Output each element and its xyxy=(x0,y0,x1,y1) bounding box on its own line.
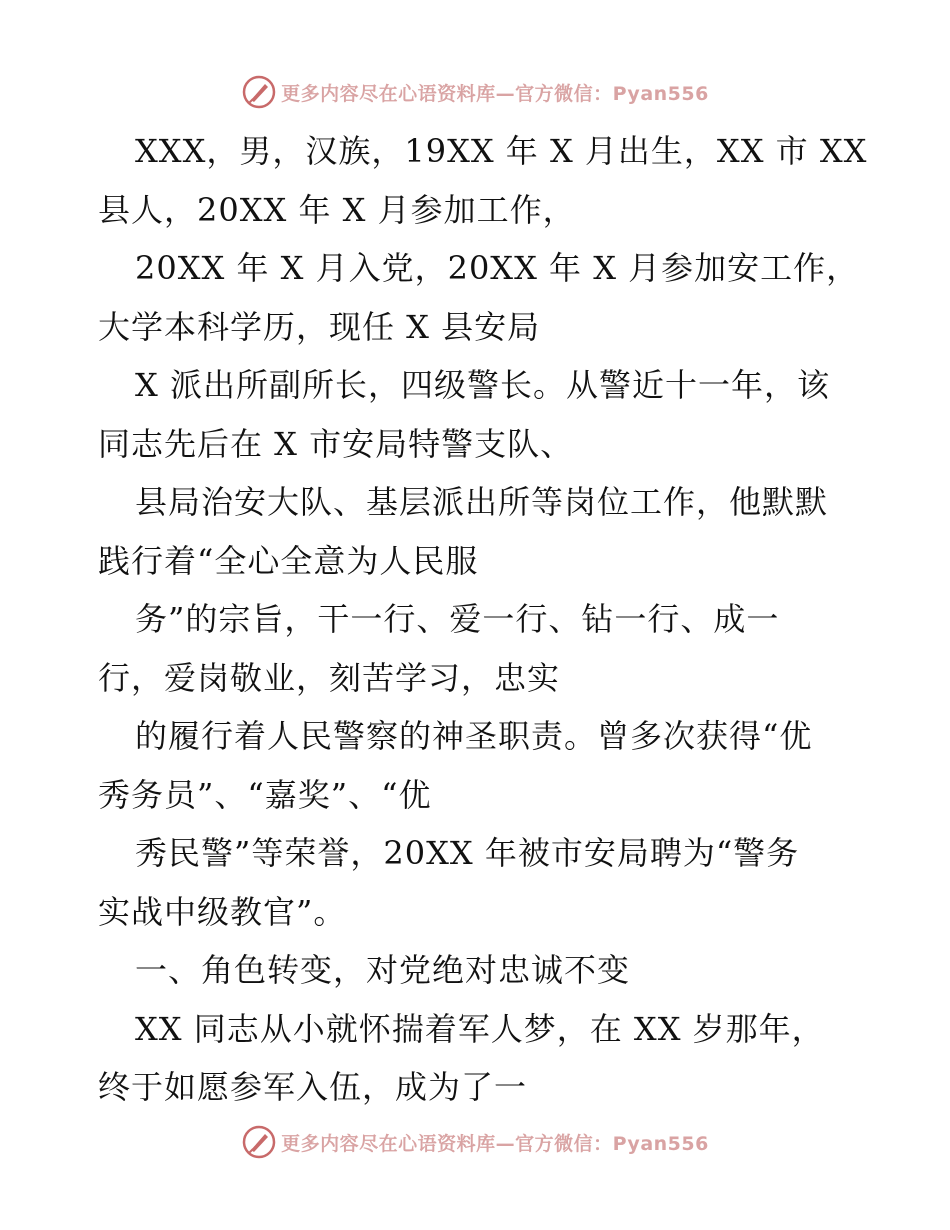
body-line: 20XX 年 X 月入党，20XX 年 X 月参加安工作， xyxy=(135,249,860,287)
watermark-text: 更多内容尽在心语资料库—官方微信：Pyan556 xyxy=(281,1132,709,1155)
body-line: 大学本科学历，现任 X 县安局 xyxy=(98,307,541,346)
body-line: 行，爱岗敬业，刻苦学习，忠实 xyxy=(98,658,561,697)
body-line: X 派出所副所长，四级警长。从警近十一年，该 xyxy=(135,366,830,404)
header-watermark xyxy=(0,70,950,114)
watermark-text: 更多内容尽在心语资料库—官方微信：Pyan556 xyxy=(281,82,709,105)
footer-watermark xyxy=(0,1120,950,1164)
body-line: 践行着“全心全意为人民服 xyxy=(98,541,479,580)
body-line: XXX，男，汉族，19XX 年 X 月出生，XX 市 XX xyxy=(135,132,868,170)
body-line: 实战中级教官”。 xyxy=(98,892,347,931)
body-line: 秀民警”等荣誉，20XX 年被市安局聘为“警务 xyxy=(135,834,800,872)
body-line: XX 同志从小就怀揣着军人梦，在 XX 岁那年， xyxy=(135,1009,825,1048)
section-heading: 一、角色转变，对党绝对忠诚不变 xyxy=(135,951,631,989)
quill-logo-icon xyxy=(241,74,277,110)
body-line: 的履行着人民警察的神圣职责。曾多次获得“优 xyxy=(135,717,813,755)
body-line: 务”的宗旨，干一行、爱一行、钻一行、成一 xyxy=(135,600,780,638)
body-line: 县人，20XX 年 X 月参加工作， xyxy=(98,190,576,229)
document-body xyxy=(98,122,868,1117)
body-line: 秀务员”、“嘉奖”、“优 xyxy=(98,775,432,814)
quill-logo-icon xyxy=(241,1124,277,1160)
body-line: 县局治安大队、基层派出所等岗位工作，他默默 xyxy=(135,483,829,521)
body-line: 同志先后在 X 市安局特警支队、 xyxy=(98,424,574,463)
body-line: 终于如愿参军入伍，成为了一 xyxy=(98,1068,528,1106)
